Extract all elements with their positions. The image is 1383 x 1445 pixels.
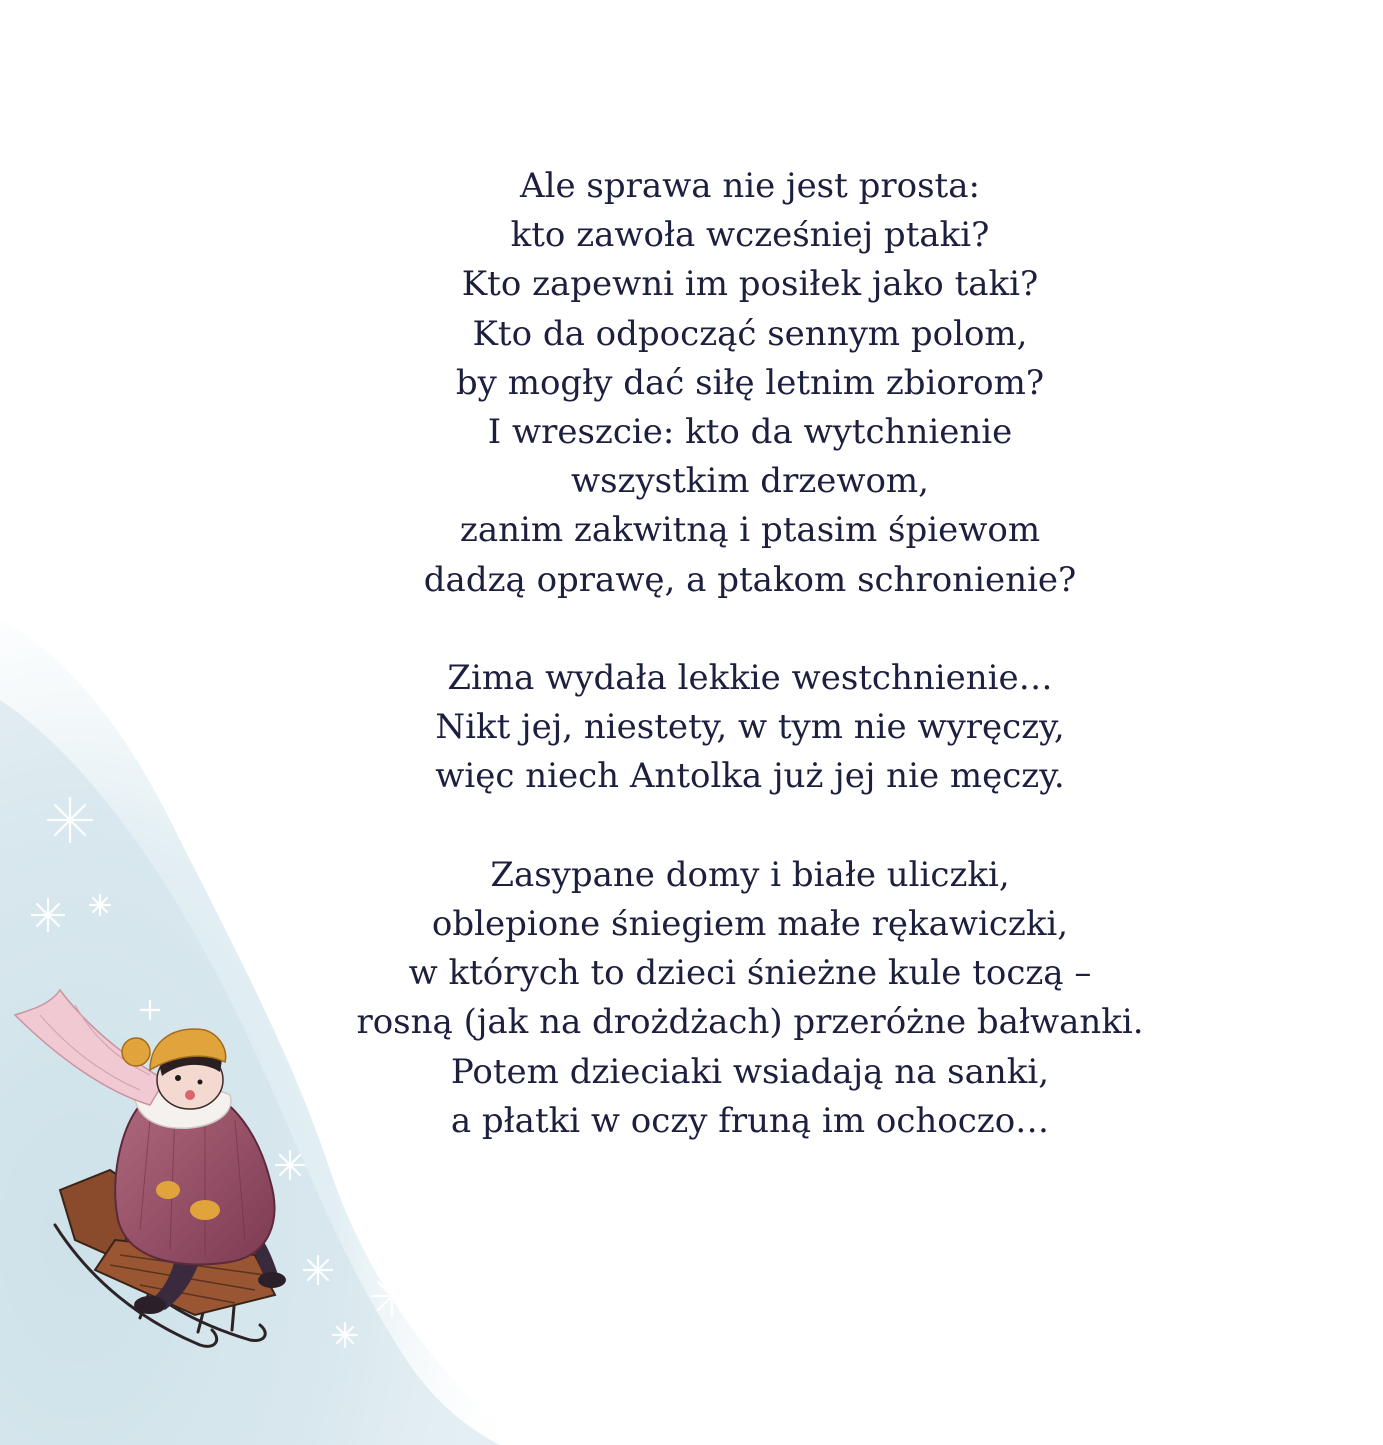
- poem-line: zanim zakwitną i ptasim śpiewom: [459, 510, 1041, 551]
- stanza-2: [300, 654, 1200, 802]
- poem-line: Zasypane domy i białe uliczki,: [490, 854, 1010, 895]
- poem-line: by mogły dać siłę letnim zbiorom?: [455, 362, 1045, 403]
- poem-text: [300, 162, 1200, 1146]
- poem-line: dadzą oprawę, a ptakom schronienie?: [423, 559, 1077, 600]
- poem-line: w których to dzieci śnieżne kule toczą –: [408, 953, 1092, 994]
- poem-line: więc niech Antolka już jej nie męczy.: [435, 756, 1065, 797]
- poem-line: wszystkim drzewom,: [571, 461, 929, 502]
- poem-line: Kto zapewni im posiłek jako taki?: [461, 264, 1039, 305]
- poem-line: oblepione śniegiem małe rękawiczki,: [431, 904, 1069, 945]
- poem-line: Zima wydała lekkie westchnienie…: [447, 658, 1053, 699]
- poem-line: Nikt jej, niestety, w tym nie wyręczy,: [435, 707, 1065, 748]
- mitten: [190, 1200, 220, 1220]
- stanza-1: [300, 162, 1200, 605]
- mitten: [156, 1181, 180, 1199]
- poem-line: I wreszcie: kto da wytchnienie: [487, 412, 1013, 453]
- stanza-3: [300, 851, 1200, 1146]
- poem-line: Kto da odpocząć sennym polom,: [472, 313, 1028, 354]
- poem-line: a płatki w oczy fruną im ochoczo…: [450, 1100, 1050, 1141]
- hat-pompom: [122, 1038, 150, 1066]
- poem-line: Potem dzieciaki wsiadają na sanki,: [450, 1051, 1050, 1092]
- poem-line: kto zawoła wcześniej ptaki?: [510, 215, 990, 256]
- poem-line: Ale sprawa nie jest prosta:: [520, 166, 980, 206]
- poem-line: rosną (jak na drożdżach) przeróżne bałwanki.: [356, 1002, 1144, 1043]
